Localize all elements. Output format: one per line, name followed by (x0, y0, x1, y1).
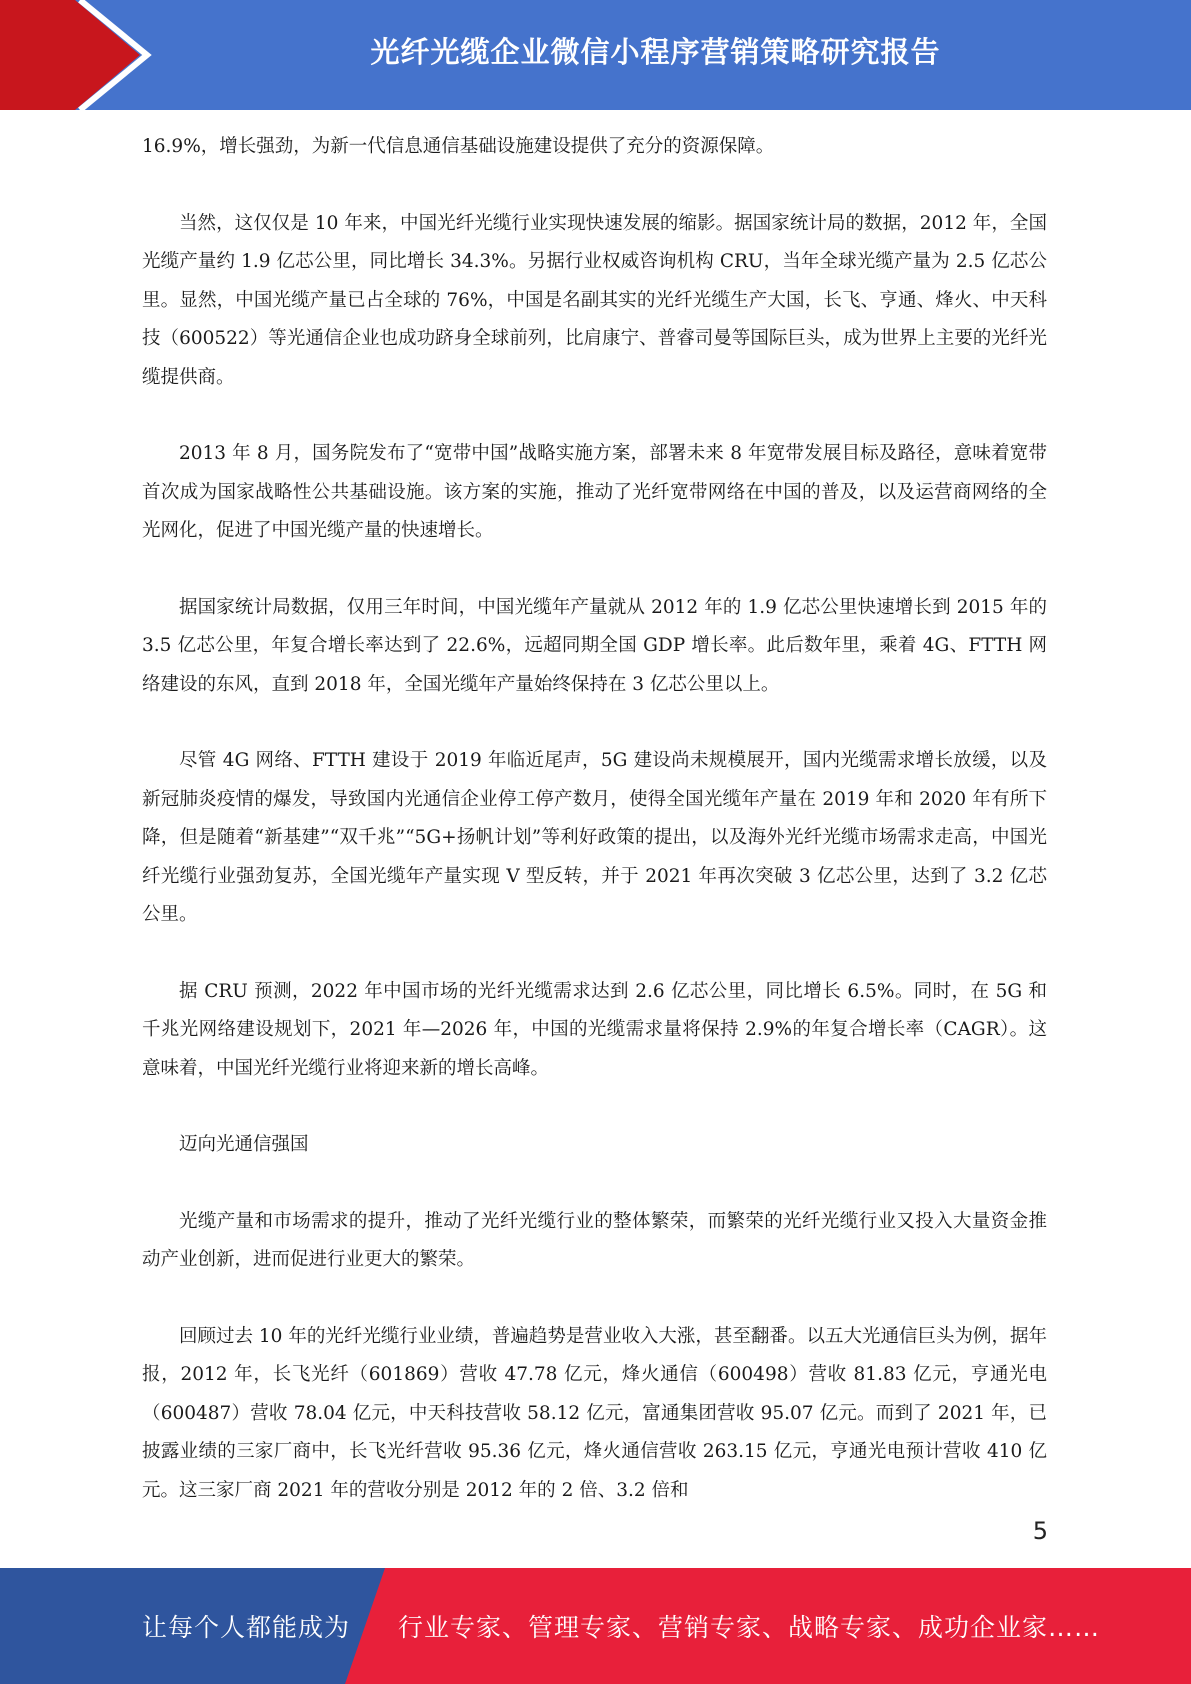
paragraph: 2013 年 8 月，国务院发布了“宽带中国”战略实施方案，部署未来 8 年宽带发展目标及路径，意味着宽带首次成为国家战略性公共基础设施。该方案的实施，推动了光纤宽带网络在中国的普及，以及运营商网络的全光网化，促进了中国光缆产量的快速增长。 (142, 443, 1047, 541)
paragraph: 据国家统计局数据，仅用三年时间，中国光缆年产量就从 2012 年的 1.9 亿芯公里快速增长到 2015 年的 3.5 亿芯公里，年复合增长率达到了 22.6%，远超同期全国 GDP 增长率。此后数年里，乘着 4G、FTTH 网络建设的东风，直到 2018 年，全国光缆年产量始终保持在 3 亿芯公里以上。 (142, 596, 1047, 695)
body-text (142, 128, 1047, 1510)
page-number: 5 (1032, 1517, 1048, 1545)
paragraph: 据 CRU 预测，2022 年中国市场的光纤光缆需求达到 2.6 亿芯公里，同比增长 6.5%。同时，在 5G 和千兆光网络建设规划下，2021 年—2026 年，中国的光缆需求量将保持 2.9%的年复合增长率（CAGR）。这意味着，中国光纤光缆行业将迎来新的增长高峰。 (142, 980, 1047, 1079)
paragraph: 尽管 4G 网络、FTTH 建设于 2019 年临近尾声，5G 建设尚未规模展开，国内光缆需求增长放缓，以及新冠肺炎疫情的爆发，导致国内光通信企业停工停产数月，使得全国光缆年产量在 2019 年和 2020 年有所下降，但是随着“新基建”“双千兆”“5G+扬帆计划”等利好政策的提出，以及海外光纤光缆市场需求走高，中国光纤光缆行业强劲复苏，全国光缆年产量实现 V 型反转，并于 2021 年再次突破 3 亿芯公里，达到了 3.2 亿芯公里。 (142, 750, 1047, 925)
red-chevron-decoration (0, 0, 160, 110)
footer-slogan-left: 让每个人都能成为 (142, 1613, 351, 1642)
footer-slogan-right: 行业专家、管理专家、营销专家、战略专家、成功企业家…… (398, 1613, 1101, 1642)
paragraph: 16.9%，增长强劲，为新一代信息通信基础设施建设提供了充分的资源保障。 (142, 136, 775, 157)
section-heading: 迈向光通信强国 (179, 1134, 309, 1155)
paragraph: 光缆产量和市场需求的提升，推动了光纤光缆行业的整体繁荣，而繁荣的光纤光缆行业又投入大量资金推动产业创新，进而促进行业更大的繁荣。 (142, 1210, 1047, 1270)
paragraph: 当然，这仅仅是 10 年来，中国光纤光缆行业实现快速发展的缩影。据国家统计局的数据，2012 年，全国光缆产量约 1.9 亿芯公里，同比增长 34.3%。另据行业权威咨询机构 CRU，当年全球光缆产量为 2.5 亿芯公里。显然，中国光缆产量已占全球的 76%，中国是名副其实的光纤光缆生产大国，长飞、亨通、烽火、中天科技（600522）等光通信企业也成功跻身全球前列，比肩康宁、普睿司曼等国际巨头，成为世界上主要的光纤光缆提供商。 (142, 212, 1047, 388)
header-band (0, 0, 1191, 110)
report-title: 光纤光缆企业微信小程序营销策略研究报告 (370, 34, 941, 69)
footer-band (0, 1568, 1191, 1684)
paragraph: 回顾过去 10 年的光纤光缆行业业绩，普遍趋势是营业收入大涨，甚至翻番。以五大光通信巨头为例，据年报，2012 年，长飞光纤（601869）营收 47.78 亿元，烽火通信（600498）营收 81.83 亿元，亨通光电（600487）营收 78.04 亿元，中天科技营收 58.12 亿元，富通集团营收 95.07 亿元。而到了 2021 年，已披露业绩的三家厂商中，长飞光纤营收 95.36 亿元，烽火通信营收 263.15 亿元，亨通光电预计营收 410 亿元。这三家厂商 2021 年的营收分别是 2012 年的 2 倍、3.2 倍和 (142, 1325, 1047, 1501)
